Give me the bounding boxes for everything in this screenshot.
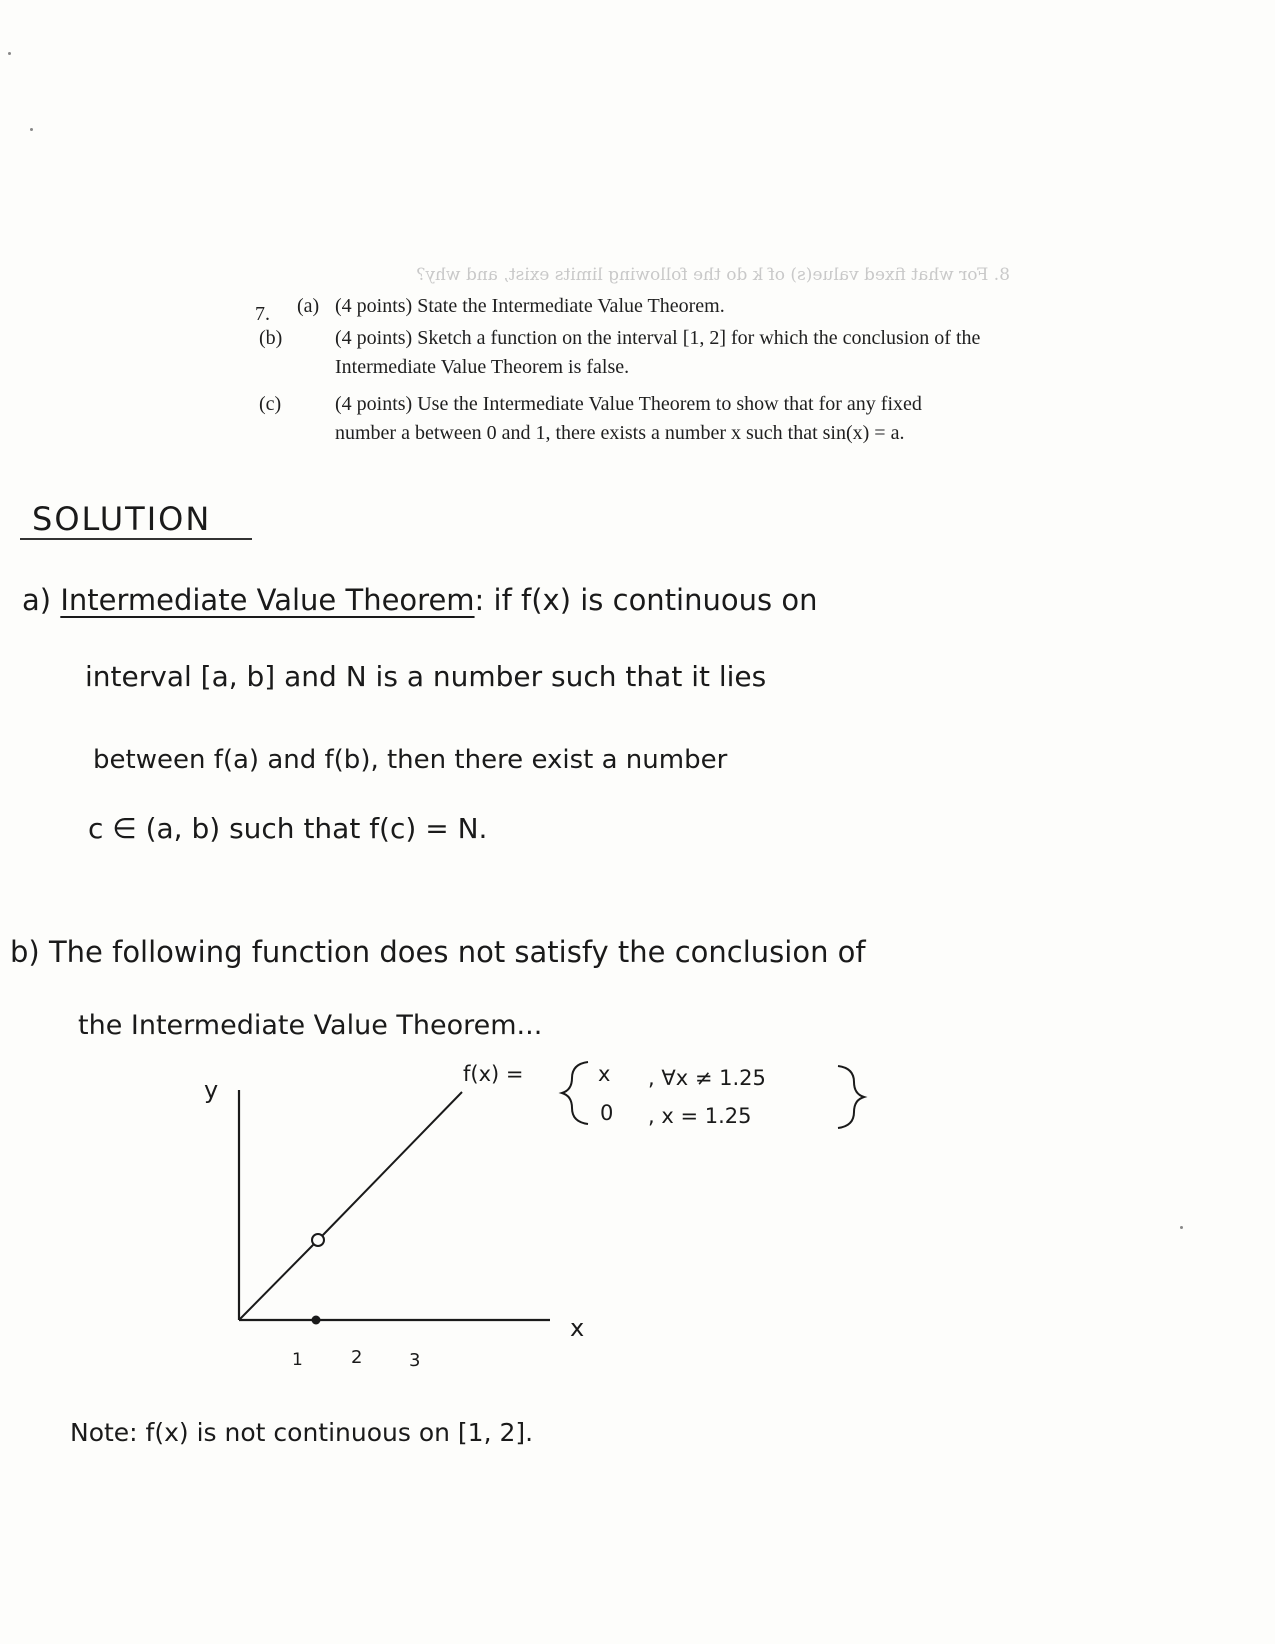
part-a-tag: (a) bbox=[297, 295, 320, 317]
note-line: Note: f(x) is not continuous on [1, 2]. bbox=[70, 1418, 534, 1447]
graph-line-lower bbox=[239, 1244, 314, 1320]
part-a-line-2: interval [a, b] and N is a number such that it lies bbox=[85, 660, 767, 693]
part-a-line-1-rest: : if f(x) is continuous on bbox=[474, 583, 818, 617]
graph-line-upper bbox=[322, 1092, 462, 1236]
scan-speck bbox=[30, 128, 33, 131]
y-axis-label: y bbox=[204, 1076, 219, 1104]
part-b-line-2: the Intermediate Value Theorem... bbox=[78, 1010, 543, 1041]
case-1-condition: , ∀x ≠ 1.25 bbox=[648, 1066, 766, 1090]
part-b-tag: (b) bbox=[259, 327, 283, 349]
part-b-text: (4 points) Sketch a function on the interval [1, 2] for which the conclusion of the Intermediate Value Theorem is false. bbox=[335, 327, 981, 378]
part-a-label: a) bbox=[22, 583, 52, 617]
x-axis-label: x bbox=[570, 1314, 585, 1342]
problem-number: 7. bbox=[255, 303, 270, 325]
part-c-text: (4 points) Use the Intermediate Value Theorem to show that for any fixed number a between 0 and 1, there exists a number x such that sin(x) = a. bbox=[335, 393, 922, 444]
part-a-line-3: between f(a) and f(b), then there exist a number bbox=[93, 745, 728, 775]
case-1-value: x bbox=[598, 1062, 611, 1086]
tick-label-1: 1 bbox=[292, 1350, 303, 1370]
tick-label-2: 2 bbox=[351, 1347, 363, 1368]
scan-speck bbox=[8, 52, 11, 55]
bleed-through-text: 8. For what fixed value(s) of k do the following limits exist, and why? bbox=[416, 265, 1010, 285]
scan-speck bbox=[1180, 1226, 1183, 1229]
part-c-tag: (c) bbox=[259, 393, 282, 415]
part-a-text: (4 points) State the Intermediate Value Theorem. bbox=[335, 295, 725, 317]
open-circle-hole bbox=[312, 1234, 324, 1246]
part-a-line-4: c ∈ (a, b) such that f(c) = N. bbox=[88, 812, 488, 845]
ivt-heading: Intermediate Value Theorem bbox=[60, 583, 475, 617]
part-b-line-1-text: The following function does not satisfy the conclusion of bbox=[48, 935, 866, 969]
case-2-value: 0 bbox=[600, 1101, 614, 1125]
filled-point-on-axis bbox=[312, 1316, 321, 1325]
case-2-condition: , x = 1.25 bbox=[648, 1104, 752, 1128]
solution-title: SOLUTION bbox=[32, 500, 212, 538]
part-b-label: b) bbox=[10, 935, 40, 969]
tick-label-3: 3 bbox=[409, 1350, 421, 1371]
piecewise-function-name: f(x) = bbox=[463, 1062, 524, 1086]
